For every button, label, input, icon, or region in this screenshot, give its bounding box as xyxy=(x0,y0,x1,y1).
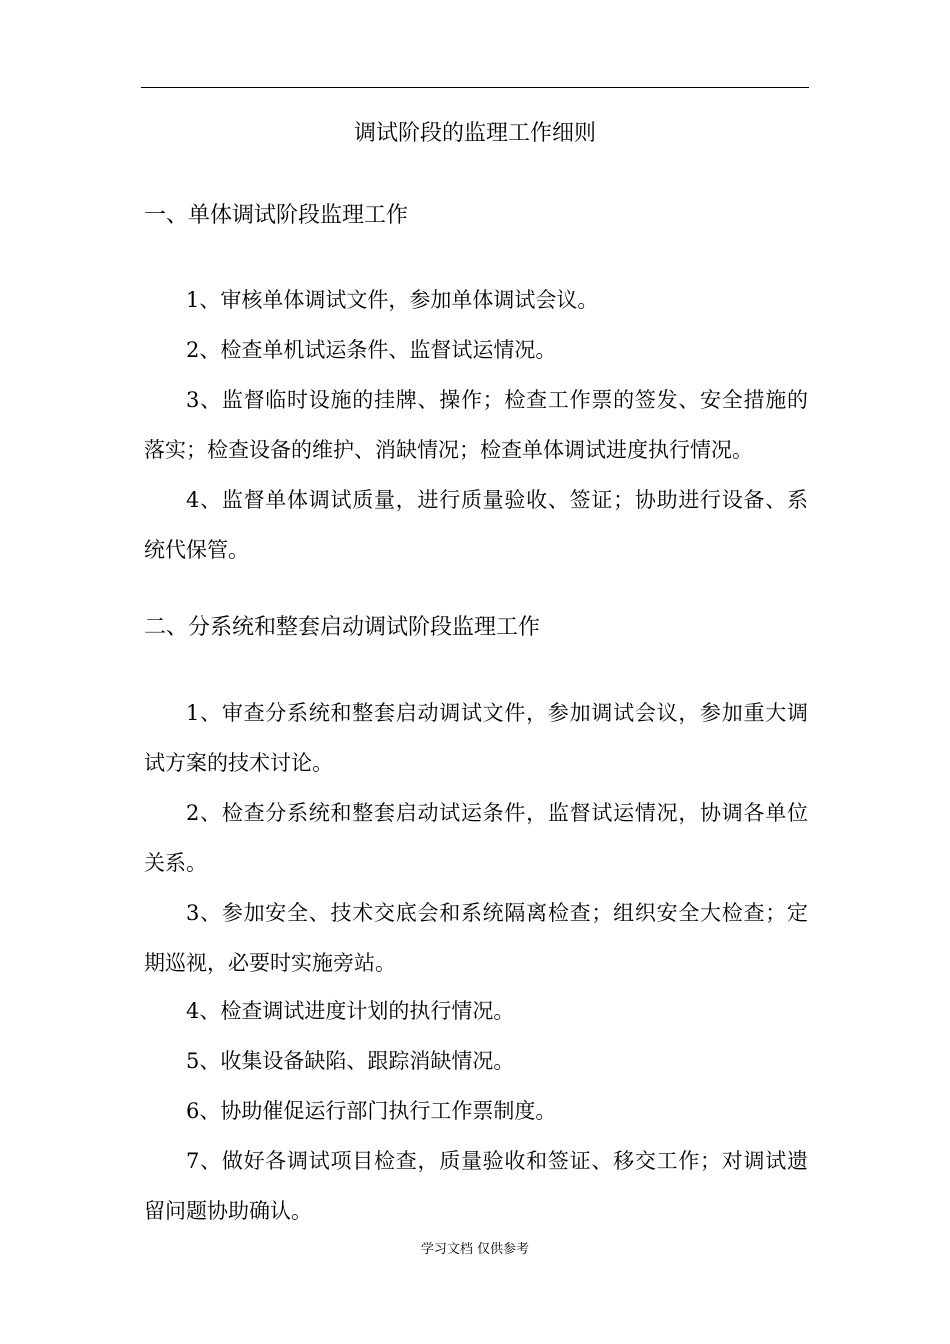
section-2-item-6: 6、协助催促运行部门执行工作票制度。 xyxy=(186,1099,557,1123)
section-1-item-1: 1、审核单体调试文件，参加单体调试会议。 xyxy=(186,288,599,312)
section-2-item-2: 2、检查分系统和整套启动试运条件，监督试运情况，协调各单位关系。 xyxy=(144,801,808,875)
section-2-item-5: 5、收集设备缺陷、跟踪消缺情况。 xyxy=(186,1049,515,1073)
section-heading-2: 二、分系统和整套启动调试阶段监理工作 xyxy=(144,615,541,640)
section-2-item-1: 1、审查分系统和整套启动调试文件，参加调试会议，参加重大调试方案的技术讨论。 xyxy=(144,701,808,775)
section-1-item-4: 4、监督单体调试质量，进行质量验收、签证；协助进行设备、系统代保管。 xyxy=(144,488,808,562)
section-2-item-3: 3、参加安全、技术交底会和系统隔离检查；组织安全大检查；定期巡视，必要时实施旁站。 xyxy=(144,901,808,975)
section-2-item-7: 7、做好各调试项目检查，质量验收和签证、移交工作；对调试遗留问题协助确认。 xyxy=(144,1149,808,1223)
section-heading-1: 一、单体调试阶段监理工作 xyxy=(144,203,409,228)
page-footer: 学习文档 仅供参考 xyxy=(420,1242,530,1257)
section-2-item-4: 4、检查调试进度计划的执行情况。 xyxy=(186,999,515,1023)
document-title: 调试阶段的监理工作细则 xyxy=(353,121,596,146)
section-1-item-3: 3、监督临时设施的挂牌、操作；检查工作票的签发、安全措施的落实；检查设备的维护、消缺情况；检查单体调试进度执行情况。 xyxy=(144,388,808,462)
header-rule xyxy=(141,87,809,88)
section-1-item-2: 2、检查单机试运条件、监督试运情况。 xyxy=(186,338,557,362)
